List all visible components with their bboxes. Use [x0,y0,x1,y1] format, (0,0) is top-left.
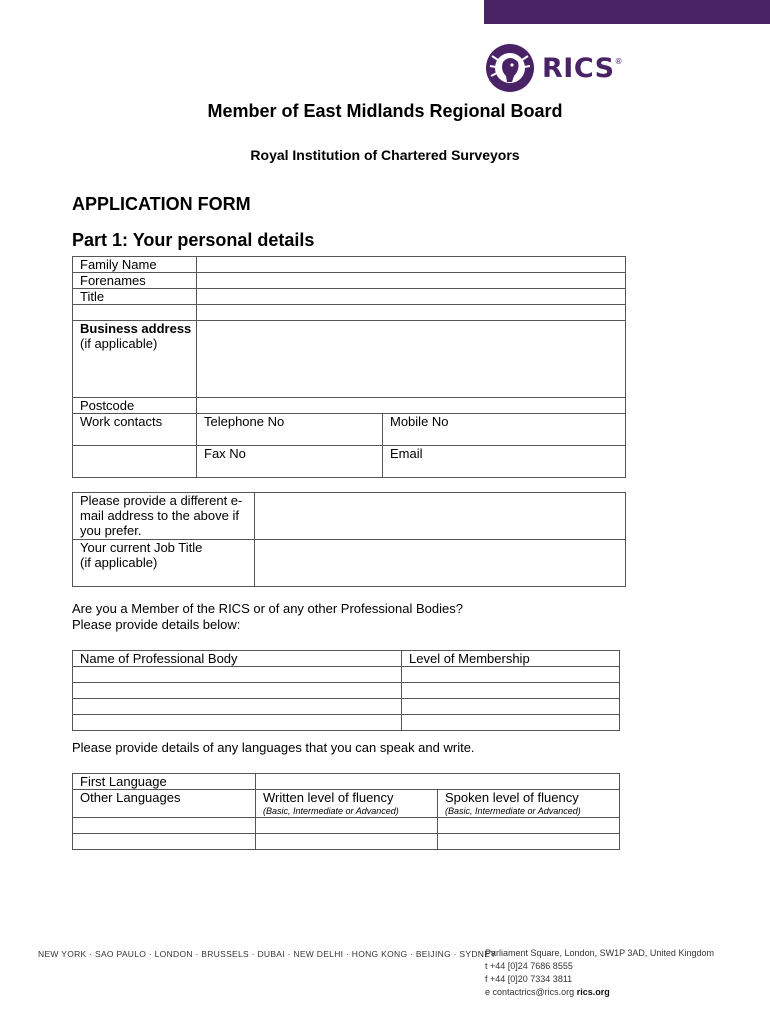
membership-question: Are you a Member of the RICS or of any other Professional Bodies? Please provide details below: [72,601,463,632]
email-field[interactable]: Email [383,446,626,478]
work-contacts-label: Work contacts [73,414,197,446]
business-address-label: Business address (if applicable) [73,321,197,398]
alt-email-field[interactable] [255,493,626,540]
postcode-label: Postcode [73,398,197,414]
business-address-field[interactable] [197,321,626,398]
col-membership-level: Level of Membership [402,651,620,667]
blank-label-cell [73,305,197,321]
professional-body-field[interactable] [73,715,402,731]
forenames-field[interactable] [197,273,626,289]
first-language-field[interactable] [256,774,620,790]
professional-body-field[interactable] [73,667,402,683]
additional-details-table [72,492,626,587]
written-fluency-field[interactable] [256,834,438,850]
spoken-fluency-field[interactable] [438,818,620,834]
job-title-field[interactable] [255,540,626,587]
forenames-label: Forenames [73,273,197,289]
postcode-field[interactable] [197,398,626,414]
fax-field[interactable]: Fax No [197,446,383,478]
title-field[interactable] [197,289,626,305]
professional-body-field[interactable] [73,699,402,715]
footer-fax: f +44 [0]20 7334 3811 [485,974,573,984]
family-name-field[interactable] [197,257,626,273]
alt-email-label: Please provide a different e-mail address to the above if you prefer. [73,493,255,540]
other-languages-label: Other Languages [73,790,256,818]
blank-field[interactable] [197,305,626,321]
languages-intro: Please provide details of any languages that you can speak and write. [72,740,475,755]
professional-bodies-table [72,650,620,731]
lion-emblem-icon [484,42,536,94]
membership-level-field[interactable] [402,715,620,731]
job-title-label: Your current Job Title (if applicable) [73,540,255,587]
brand-name: RICS® [542,52,624,84]
telephone-field[interactable]: Telephone No [197,414,383,446]
form-heading: APPLICATION FORM [72,194,251,214]
first-language-label: First Language [73,774,256,790]
document-title: Member of East Midlands Regional Board [207,101,563,121]
membership-level-field[interactable] [402,667,620,683]
part-heading: Part 1: Your personal details [72,230,315,250]
footer-contact [485,947,714,999]
languages-table [72,773,620,850]
mobile-field[interactable]: Mobile No [383,414,626,446]
membership-level-field[interactable] [402,683,620,699]
written-fluency-field[interactable] [256,818,438,834]
spoken-fluency-field[interactable] [438,834,620,850]
family-name-label: Family Name [73,257,197,273]
blank-contacts-cell [73,446,197,478]
footer-telephone: t +44 [0]24 7686 8555 [485,961,573,971]
rics-logo [484,42,634,94]
title-label: Title [73,289,197,305]
other-language-field[interactable] [73,818,256,834]
other-language-field[interactable] [73,834,256,850]
footer-cities: NEW YORK · SAO PAULO · LONDON · BRUSSELS · DUBAI · NEW DELHI · HONG KONG · BEIJING · SYDNEY [38,949,497,959]
document-subtitle: Royal Institution of Chartered Surveyors [250,147,520,163]
footer-address: Parliament Square, London, SW1P 3AD, United Kingdom [485,948,714,958]
col-professional-body: Name of Professional Body [73,651,402,667]
membership-level-field[interactable] [402,699,620,715]
footer-website-link[interactable]: rics.org [576,987,610,997]
top-brand-bar [484,0,770,24]
spoken-fluency-header: Spoken level of fluency (Basic, Intermediate or Advanced) [438,790,620,818]
personal-details-table [72,256,626,478]
written-fluency-header: Written level of fluency (Basic, Intermediate or Advanced) [256,790,438,818]
footer-email: e contactrics@rics.org [485,987,575,997]
professional-body-field[interactable] [73,683,402,699]
